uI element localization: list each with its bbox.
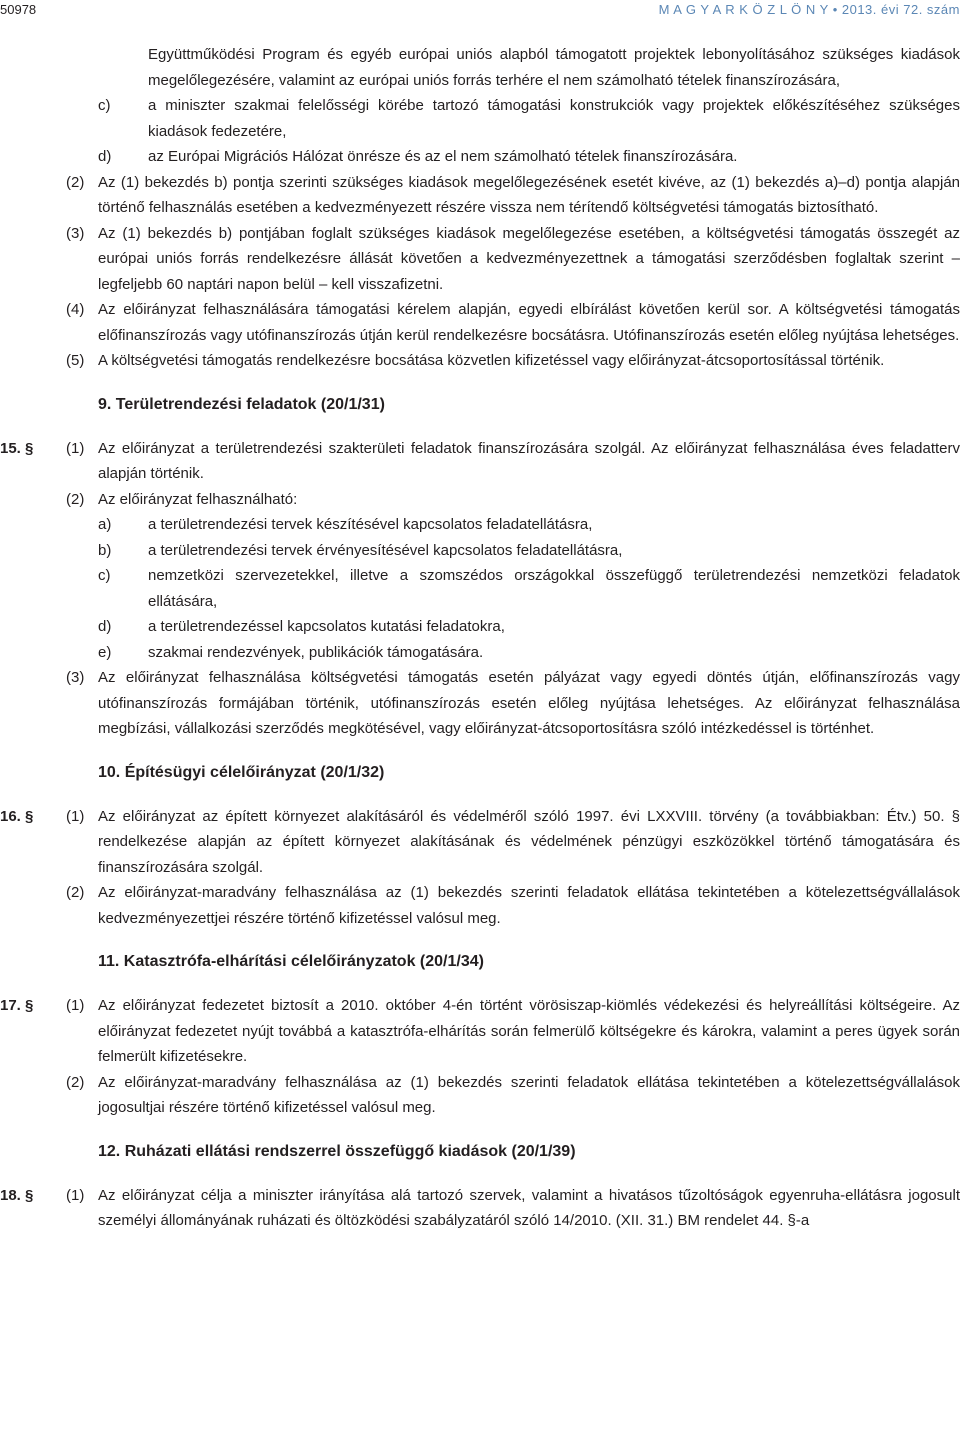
paragraph-number: (3) [66, 669, 85, 686]
section-18 [0, 1183, 960, 1234]
section-16-paragraph-2 [0, 880, 960, 931]
section-number: 15. § [0, 439, 34, 457]
paragraph-text: Az előirányzat a területrendezési szakterületi feladatok finanszírozására szolgál. Az előirányzat felhasználása éves feladatterv alapján történik. [98, 439, 960, 482]
paragraph-number: (2) [66, 884, 85, 901]
list-item-d [0, 614, 960, 640]
paragraph-text: Az (1) bekezdés b) pontja szerinti szükséges kiadások megelőlegezésének esetét kivéve, az (1) bekezdés a)–d) pontja alapján történő felhasználás esetében a kedvezményezett részére vissza nem térítendő költségvetési támogatás biztosítható. [98, 173, 960, 216]
item-text: a területrendezési tervek érvényesítésével kapcsolatos feladatellátásra, [148, 541, 623, 559]
paragraph-text: Az előirányzat-maradvány felhasználása az (1) bekezdés szerinti feladatok ellátása tekintetében a kötelezettségvállalások jogosultjai részére történő kifizetéssel valósul meg. [98, 1073, 960, 1116]
item-text: nemzetközi szervezetekkel, illetve a szomszédos országokkal összefüggő területrendezési nemzetközi feladatok ellátására, [148, 567, 960, 610]
list-item-b [0, 538, 960, 564]
section-heading-10: 10. Építésügyi célelőirányzat (20/1/32) [98, 763, 385, 781]
paragraph-text: Az előirányzat felhasználása költségvetési támogatás esetén pályázat vagy egyedi döntés útján, előfinanszírozás vagy utófinanszírozás formájában történik, utófinanszírozás esetén előleg nyújtása lehetséges. Az előirányzat felhasználása megbízási, vállalkozási szerződés megkötésével, vagy előirányzat-átcsoportosításra szóló intézkedéssel is történhet. [98, 669, 960, 737]
section-number: 17. § [0, 997, 34, 1014]
journal-title: M A G Y A R K Ö Z L Ö N Y • 2013. évi 72. szám [658, 2, 960, 17]
item-label: c) [98, 97, 111, 114]
intro-item-d [0, 144, 960, 170]
item-label: e) [98, 643, 112, 661]
paragraph-number: (2) [66, 490, 85, 508]
item-text: szakmai rendezvények, publikációk támogatására. [148, 643, 484, 661]
paragraph-number: (1) [66, 439, 85, 457]
intro-paragraph-4 [0, 297, 960, 348]
intro-paragraph-2 [0, 170, 960, 221]
paragraph-number: (2) [66, 1073, 85, 1091]
paragraph-text: Az (1) bekezdés b) pontjában foglalt szükséges kiadások megelőlegezése esetében, a költségvetési támogatás összegét az európai uniós forrás rendelkezésre állását követően a kedvezményezettnek a támogatási szerződésben foglaltak szerint – legfeljebb 60 naptári napon belül – kell visszafizetni. [98, 224, 960, 293]
section-15-paragraph-2 [0, 487, 960, 513]
section-17-paragraph-2 [0, 1070, 960, 1121]
section-number: 16. § [0, 807, 34, 825]
section-heading-9: 9. Területrendezési feladatok (20/1/31) [98, 395, 385, 413]
section-heading-12: 12. Ruházati ellátási rendszerrel összefüggő kiadások (20/1/39) [98, 1142, 576, 1160]
paragraph-text: Az előirányzat az épített környezet alakításáról és védelméről szóló 1997. évi LXXVIII. törvény (a továbbiakban: Étv.) 50. § rendelkezése alapján az épített környezet alakításának és védelmének pénzügyi eszközökkel történő támogatására és finanszírozására szolgál. [98, 807, 960, 876]
intro-paragraph-5 [0, 348, 960, 374]
list-item-e [0, 640, 960, 666]
list-item-c [0, 563, 960, 614]
item-label: b) [98, 541, 112, 559]
paragraph-number: (1) [66, 807, 85, 825]
intro-lead-text: Együttműködési Program és egyéb európai uniós alapból támogatott projektek lebonyolításához szükséges kiadások megelőlegezésére, valamint az európai uniós forrás terhére el nem számolható tételek finanszírozására, [148, 46, 960, 89]
section-number: 18. § [0, 1186, 34, 1204]
list-item-a [0, 512, 960, 538]
paragraph-text: Az előirányzat fedezetet biztosít a 2010. október 4-én történt vörösiszap-kiömlés védekezési és helyreállítási költségeire. Az előirányzat fedezetet nyújt továbbá a katasztrófa-elhárítás során felmerülő költségekre és károkra, valamint a peres ügyek során felmerült kifizetésekre. [98, 997, 960, 1065]
paragraph-number: (4) [66, 301, 85, 318]
section-15-list [0, 512, 960, 665]
item-text: a miniszter szakmai felelősségi körébe tartozó támogatási konstrukciók vagy projektek előkészítéséhez szükséges kiadások fedezetére, [148, 97, 960, 140]
page-header [0, 0, 960, 24]
section-15 [0, 436, 960, 487]
page-number: 50978 [0, 2, 37, 17]
item-label: d) [98, 618, 112, 635]
item-text: az Európai Migrációs Hálózat önrésze és az el nem számolható tételek finanszírozására. [148, 148, 738, 165]
item-label: a) [98, 516, 112, 533]
document-body [0, 42, 960, 1234]
item-text: a területrendezési tervek készítésével kapcsolatos feladatellátásra, [148, 516, 593, 533]
section-15-paragraph-3 [0, 665, 960, 742]
paragraph-text: Az előirányzat célja a miniszter irányítása alá tartozó szervek, valamint a hivatásos tűzoltóságok egyenruha-ellátásra jogosult személyi állományának ruházati és öltözködési szabályzatáról szóló 14/2010. (XII. 31.) BM rendelet 44. §-a [98, 1186, 960, 1229]
section-17 [0, 993, 960, 1070]
paragraph-text: Az előirányzat felhasználására támogatási kérelem alapján, egyedi elbírálást követően kerül sor. A költségvetési támogatás előfinanszírozás vagy utófinanszírozás útján kerül rendelkezésre bocsátásra. Utófinanszírozás esetén előleg nyújtása lehetséges. [98, 301, 960, 344]
item-label: d) [98, 148, 112, 165]
item-text: a területrendezéssel kapcsolatos kutatási feladatokra, [148, 618, 505, 635]
intro-paragraph-3 [0, 221, 960, 298]
section-heading-11: 11. Katasztrófa-elhárítási célelőirányzatok (20/1/34) [98, 953, 484, 970]
paragraph-number: (5) [66, 352, 85, 369]
paragraph-number: (1) [66, 1186, 85, 1204]
item-label: c) [98, 567, 111, 584]
paragraph-number: (1) [66, 997, 85, 1014]
paragraph-number: (3) [66, 224, 85, 242]
paragraph-text: Az előirányzat-maradvány felhasználása az (1) bekezdés szerinti feladatok ellátása tekintetében a kötelezettségvállalások kedvezményezettjei részére történő kifizetéssel valósul meg. [98, 884, 960, 927]
section-16 [0, 804, 960, 881]
paragraph-text: Az előirányzat felhasználható: [98, 490, 298, 508]
intro-item-c [0, 93, 960, 144]
paragraph-number: (2) [66, 173, 85, 191]
paragraph-text: A költségvetési támogatás rendelkezésre bocsátása közvetlen kifizetéssel vagy előirányzat-átcsoportosítással történik. [98, 352, 885, 369]
